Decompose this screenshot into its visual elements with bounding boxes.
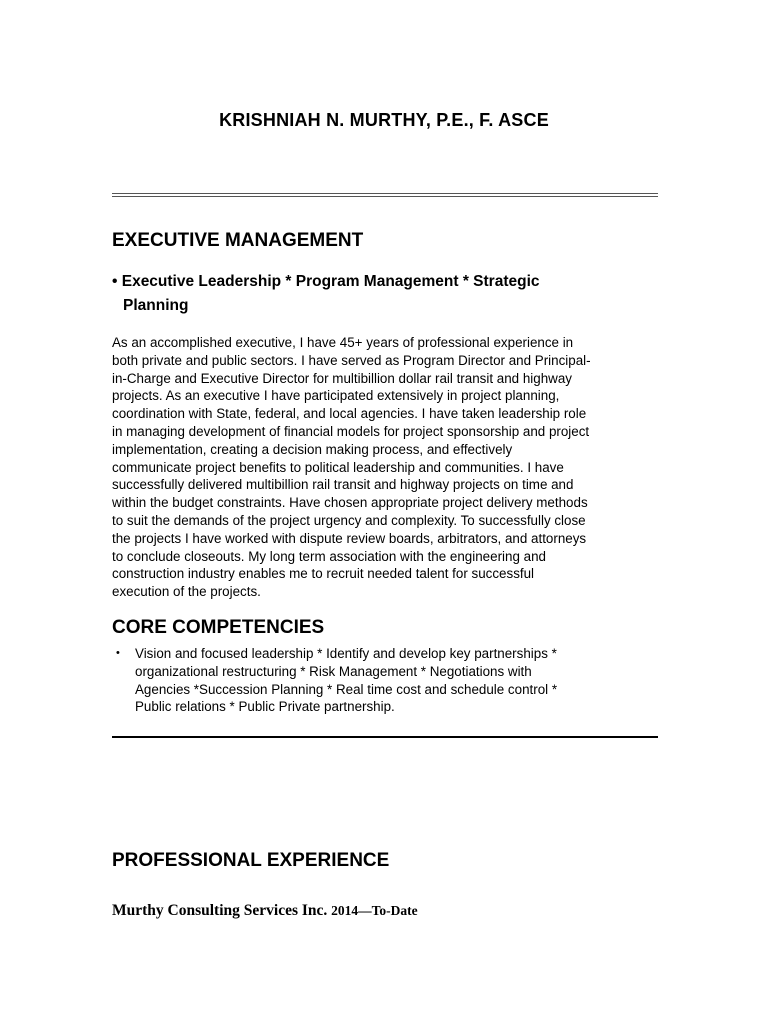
competency-line: Public relations * Public Private partnership. <box>135 699 395 715</box>
competency-line: organizational restructuring * Risk Management * Negotiations with <box>135 663 532 679</box>
summary-line: execution of the projects. <box>112 584 261 600</box>
summary-line: coordination with State, federal, and local agencies. I have taken leadership role <box>112 406 587 422</box>
job-entry <box>112 902 418 920</box>
competency-line: Agencies *Succession Planning * Real time cost and schedule control * <box>135 681 558 697</box>
summary-line: the projects I have worked with dispute review boards, arbitrators, and attorneys <box>112 530 587 546</box>
job-company: Murthy Consulting Services Inc. <box>112 902 328 919</box>
job-years: 2014—To-Date <box>331 903 418 918</box>
summary-line: projects. As an executive I have participated extensively in project planning, <box>112 388 560 404</box>
resume-name: KRISHNIAH N. MURTHY, P.E., F. ASCE <box>219 110 549 130</box>
section-heading-executive: EXECUTIVE MANAGEMENT <box>112 230 364 251</box>
executive-highlights-line-1: • Executive Leadership * Program Management * Strategic <box>112 273 540 290</box>
summary-line: in managing development of financial models for project sponsorship and project <box>112 423 590 439</box>
section-heading-core-competencies: CORE COMPETENCIES <box>112 617 325 638</box>
core-competencies-text <box>135 645 650 716</box>
bullet-icon: • <box>116 647 120 659</box>
summary-line: implementation, creating a decision making process, and effectively <box>112 441 513 457</box>
summary-line: within the budget constraints. Have chosen appropriate project delivery methods <box>112 495 588 511</box>
summary-line: successfully delivered multibillion rail transit and highway projects on time and <box>112 477 574 493</box>
summary-line: to suit the demands of the project urgency and complexity. To successfully close <box>112 512 586 528</box>
summary-line: to conclude closeouts. My long term association with the engineering and <box>112 548 546 564</box>
executive-highlights-line-2: Planning <box>123 297 189 314</box>
summary-line: construction industry enables me to recruit needed talent for successful <box>112 566 535 582</box>
summary-line: As an accomplished executive, I have 45+ years of professional experience in <box>112 335 574 350</box>
summary-line: in-Charge and Executive Director for multibillion dollar rail transit and highway <box>112 370 572 386</box>
summary-line: communicate project benefits to political leadership and communities. I have <box>112 459 564 475</box>
header-divider <box>112 193 658 197</box>
competency-line: Vision and focused leadership * Identify and develop key partnerships * <box>135 646 557 661</box>
executive-highlights <box>112 270 632 318</box>
section-divider <box>112 736 658 738</box>
executive-summary <box>112 334 660 601</box>
summary-line: both private and public sectors. I have served as Program Director and Principal- <box>112 352 591 368</box>
section-heading-professional-experience: PROFESSIONAL EXPERIENCE <box>112 850 390 871</box>
